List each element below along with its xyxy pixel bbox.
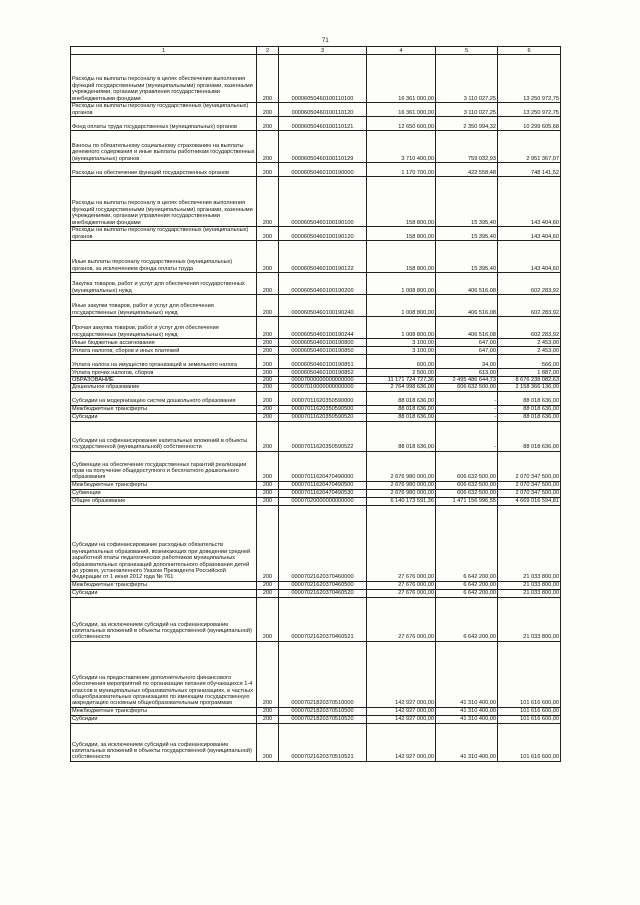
row-remaining-amount: 101 616 600,00 <box>498 715 561 723</box>
row-approved-amount: 1 008 800,00 <box>367 317 436 339</box>
column-header: 5 <box>436 47 498 55</box>
row-approved-amount: 2 676 980 000,00 <box>367 481 436 489</box>
row-remaining-amount: 88 018 636,00 <box>498 391 561 405</box>
row-approved-amount: 3 100,00 <box>367 347 436 355</box>
row-approved-amount: 158 800,00 <box>367 227 436 241</box>
row-remaining-amount: 101 616 600,00 <box>498 707 561 715</box>
table-row <box>71 347 561 355</box>
row-approved-amount: 16 361 000,00 <box>367 103 436 117</box>
row-code: 200 <box>257 451 279 481</box>
row-code: 200 <box>257 481 279 489</box>
row-code: 200 <box>257 405 279 413</box>
row-name: Иные выплаты персоналу государственных (муниципальных) органов, за исключением фонда оплаты труда <box>71 241 257 273</box>
column-header-row <box>71 47 561 55</box>
row-kbk-code: 00007021620370460521 <box>279 597 367 641</box>
row-code: 200 <box>257 55 279 103</box>
row-kbk-code: 00007010000000000000 <box>279 384 367 391</box>
table-row <box>71 273 561 295</box>
row-kbk-code: 00007011620350590000 <box>279 391 367 405</box>
table-row <box>71 597 561 641</box>
row-remaining-amount: 21 033 800,00 <box>498 589 561 597</box>
row-executed-amount: - <box>436 405 498 413</box>
row-approved-amount: 27 676 000,00 <box>367 589 436 597</box>
row-approved-amount: 1 170 700,00 <box>367 163 436 177</box>
row-approved-amount: 88 018 636,00 <box>367 391 436 405</box>
row-name: Субсидии <box>71 413 257 421</box>
row-code: 200 <box>257 241 279 273</box>
row-name: Уплата прочих налогов, сборов <box>71 369 257 377</box>
row-kbk-code: 00006050460100190852 <box>279 369 367 377</box>
table-row <box>71 163 561 177</box>
table-row <box>71 451 561 481</box>
row-approved-amount: 3 100,00 <box>367 339 436 347</box>
row-name: Субсидии <box>71 589 257 597</box>
table-row <box>71 505 561 581</box>
table-row <box>71 581 561 589</box>
row-name: Иные бюджетные ассигнования <box>71 339 257 347</box>
row-approved-amount: 2 500,00 <box>367 369 436 377</box>
row-remaining-amount: 88 018 636,00 <box>498 405 561 413</box>
row-executed-amount: 6 642 200,00 <box>436 597 498 641</box>
row-code: 200 <box>257 421 279 451</box>
table-row <box>71 377 561 384</box>
row-remaining-amount: 10 299 605,68 <box>498 117 561 131</box>
row-name: Уплата налога на имущество организаций и земельного налога <box>71 355 257 369</box>
row-name: Межбюджетные трансферты <box>71 481 257 489</box>
row-kbk-code: 00007021620370460520 <box>279 589 367 597</box>
row-kbk-code: 00006050460100190120 <box>279 227 367 241</box>
row-kbk-code: 00006050460100190240 <box>279 295 367 317</box>
row-kbk-code: 00006050460100110120 <box>279 103 367 117</box>
row-approved-amount: 158 800,00 <box>367 241 436 273</box>
row-remaining-amount: 88 018 636,00 <box>498 421 561 451</box>
row-name: Субсидии, за исключением субсидий на софинансирование капитальных вложений в объекты государственной (муниципальной) собственности <box>71 723 257 761</box>
row-code: 200 <box>257 707 279 715</box>
row-approved-amount: 12 650 600,00 <box>367 117 436 131</box>
row-executed-amount: 2 495 486 644,73 <box>436 377 498 384</box>
row-name: ОБРАЗОВАНИЕ <box>71 377 257 384</box>
row-approved-amount: 1 008 800,00 <box>367 295 436 317</box>
row-remaining-amount: 2 070 347 500,00 <box>498 481 561 489</box>
row-approved-amount: 142 927 000,00 <box>367 723 436 761</box>
row-name: Иные закупки товаров, работ и услуг для обеспечения государственных (муниципальных) нужд <box>71 295 257 317</box>
table-row <box>71 339 561 347</box>
row-name: Субсидии на софинансирование расходных обязательств муниципальных образований, возникающих при доведении средней заработной платы педагогических работников муниципальных образовательных организаций дополнительного образования детей до уровня, установленного Указом Президента Российской Федерации от 1 июня 2012 года № 761 <box>71 505 257 581</box>
row-name: Фонд оплаты труда государственных (муниципальных) органов <box>71 117 257 131</box>
row-approved-amount: 11 171 724 727,36 <box>367 377 436 384</box>
row-executed-amount: 3 110 027,25 <box>436 103 498 117</box>
row-executed-amount: 6 642 200,00 <box>436 581 498 589</box>
row-remaining-amount: 2 070 347 500,00 <box>498 489 561 497</box>
row-code: 200 <box>257 505 279 581</box>
row-name: Дошкольное образование <box>71 384 257 391</box>
row-kbk-code: 00007021820370510000 <box>279 641 367 707</box>
row-code: 200 <box>257 177 279 227</box>
row-code: 200 <box>257 339 279 347</box>
row-executed-amount: 3 110 027,25 <box>436 55 498 103</box>
row-name: Субсидии на модернизацию систем дошкольного образования <box>71 391 257 405</box>
row-code: 200 <box>257 715 279 723</box>
row-kbk-code: 00007011620470490530 <box>279 489 367 497</box>
row-remaining-amount: 143 404,60 <box>498 227 561 241</box>
row-kbk-code: 00007021620370510521 <box>279 723 367 761</box>
column-header: 3 <box>279 47 367 55</box>
row-executed-amount: 41 310 400,00 <box>436 715 498 723</box>
row-name: Субсидии, за исключением субсидий на софинансирование капитальных вложений в объекты государственной (муниципальной) собственности <box>71 597 257 641</box>
row-kbk-code: 00006050460100190122 <box>279 241 367 273</box>
row-executed-amount: - <box>436 421 498 451</box>
table-row <box>71 117 561 131</box>
row-code: 200 <box>257 317 279 339</box>
row-code: 200 <box>257 295 279 317</box>
row-executed-amount: 422 558,48 <box>436 163 498 177</box>
row-code: 200 <box>257 117 279 131</box>
row-kbk-code: 00006050460100190851 <box>279 355 367 369</box>
table-row <box>71 103 561 117</box>
table-row <box>71 707 561 715</box>
table-row <box>71 131 561 163</box>
row-approved-amount: 142 927 000,00 <box>367 715 436 723</box>
row-approved-amount: 1 008 800,00 <box>367 273 436 295</box>
table-row <box>71 295 561 317</box>
row-kbk-code: 00007021820370510500 <box>279 707 367 715</box>
row-approved-amount: 27 676 000,00 <box>367 505 436 581</box>
row-executed-amount: 1 471 156 996,55 <box>436 497 498 505</box>
row-code: 200 <box>257 497 279 505</box>
row-kbk-code: 00007011620470490000 <box>279 451 367 481</box>
row-approved-amount: 2 764 998 636,00 <box>367 384 436 391</box>
row-approved-amount: 142 927 000,00 <box>367 641 436 707</box>
table-row <box>71 369 561 377</box>
row-approved-amount: 2 676 980 000,00 <box>367 451 436 481</box>
table-row <box>71 413 561 421</box>
row-executed-amount: 15 395,40 <box>436 227 498 241</box>
row-remaining-amount: 602 283,92 <box>498 273 561 295</box>
row-executed-amount: 34,00 <box>436 355 498 369</box>
row-executed-amount: 6 642 200,00 <box>436 589 498 597</box>
row-kbk-code: 00006050460100190850 <box>279 347 367 355</box>
row-kbk-code: 00007020000000000000 <box>279 497 367 505</box>
row-code: 200 <box>257 377 279 384</box>
table-row <box>71 723 561 761</box>
row-kbk-code: 00006050460100110129 <box>279 131 367 163</box>
row-executed-amount: 15 395,40 <box>436 241 498 273</box>
row-code: 200 <box>257 384 279 391</box>
row-name: Прочая закупка товаров, работ и услуг для обеспечения государственных (муниципальных) нужд <box>71 317 257 339</box>
row-approved-amount: 2 676 980 000,00 <box>367 489 436 497</box>
row-name: Межбюджетные трансферты <box>71 707 257 715</box>
page-number: 71 <box>322 38 329 44</box>
row-name: Расходы на выплаты персоналу государственных (муниципальных) органов <box>71 227 257 241</box>
row-remaining-amount: 143 404,60 <box>498 241 561 273</box>
row-remaining-amount: 21 033 800,00 <box>498 597 561 641</box>
row-code: 200 <box>257 597 279 641</box>
row-remaining-amount: 1 887,00 <box>498 369 561 377</box>
row-remaining-amount: 13 250 972,75 <box>498 55 561 103</box>
row-code: 200 <box>257 103 279 117</box>
row-approved-amount: 27 676 000,00 <box>367 597 436 641</box>
row-remaining-amount: 2 951 367,07 <box>498 131 561 163</box>
row-kbk-code: 00007011620350590522 <box>279 421 367 451</box>
table-row <box>71 481 561 489</box>
row-approved-amount: 3 710 400,00 <box>367 131 436 163</box>
row-kbk-code: 00007011620470490500 <box>279 481 367 489</box>
row-code: 200 <box>257 369 279 377</box>
row-name: Расходы на выплаты персоналу государственных (муниципальных) органов <box>71 103 257 117</box>
table-row <box>71 355 561 369</box>
row-remaining-amount: 602 283,92 <box>498 317 561 339</box>
row-executed-amount: 606 632 500,00 <box>436 481 498 489</box>
row-kbk-code: 00006050460100110121 <box>279 117 367 131</box>
column-header: 2 <box>257 47 279 55</box>
column-header: 1 <box>71 47 257 55</box>
row-remaining-amount: 566,00 <box>498 355 561 369</box>
row-approved-amount: 27 676 000,00 <box>367 581 436 589</box>
row-executed-amount: 406 516,08 <box>436 273 498 295</box>
row-remaining-amount: 13 250 972,75 <box>498 103 561 117</box>
row-remaining-amount: 2 158 366 136,00 <box>498 384 561 391</box>
row-kbk-code: 00006050460100110100 <box>279 55 367 103</box>
row-code: 200 <box>257 273 279 295</box>
table-row <box>71 641 561 707</box>
row-remaining-amount: 4 669 016 594,81 <box>498 497 561 505</box>
row-name: Субвенции на обеспечение государственных гарантий реализации прав на получение общедоступного и бесплатного дошкольного образования <box>71 451 257 481</box>
row-name: Закупка товаров, работ и услуг для обеспечения государственных (муниципальных) нужд <box>71 273 257 295</box>
row-executed-amount: 41 310 400,00 <box>436 641 498 707</box>
table-row <box>71 589 561 597</box>
row-name: Взносы по обязательному социальному страхованию на выплаты денежного содержания и иные выплаты работникам государственных (муниципальных) органов <box>71 131 257 163</box>
row-code: 200 <box>257 723 279 761</box>
row-code: 200 <box>257 489 279 497</box>
row-name: Межбюджетные трансферты <box>71 581 257 589</box>
table-row <box>71 391 561 405</box>
table-row <box>71 405 561 413</box>
table-row <box>71 317 561 339</box>
row-code: 200 <box>257 131 279 163</box>
table-row <box>71 227 561 241</box>
column-header: 6 <box>498 47 561 55</box>
row-executed-amount: 613,00 <box>436 369 498 377</box>
row-approved-amount: 16 361 000,00 <box>367 55 436 103</box>
table-row <box>71 384 561 391</box>
budget-execution-table <box>70 46 561 762</box>
row-name: Общее образование <box>71 497 257 505</box>
row-executed-amount: 406 516,08 <box>436 295 498 317</box>
row-approved-amount: 88 018 636,00 <box>367 405 436 413</box>
row-approved-amount: 88 018 636,00 <box>367 413 436 421</box>
row-kbk-code: 00007011620350590500 <box>279 405 367 413</box>
row-executed-amount: 606 632 500,00 <box>436 451 498 481</box>
row-kbk-code: 00006050460100190800 <box>279 339 367 347</box>
row-executed-amount: 647,00 <box>436 339 498 347</box>
row-executed-amount: 647,00 <box>436 347 498 355</box>
row-approved-amount: 600,00 <box>367 355 436 369</box>
row-code: 200 <box>257 355 279 369</box>
row-executed-amount: 15 395,40 <box>436 177 498 227</box>
row-executed-amount: - <box>436 391 498 405</box>
table-row <box>71 489 561 497</box>
row-executed-amount: 41 310 400,00 <box>436 707 498 715</box>
row-name: Расходы на обеспечение функций государственных органов <box>71 163 257 177</box>
table-row <box>71 55 561 103</box>
row-remaining-amount: 2 453,00 <box>498 347 561 355</box>
row-executed-amount: 2 350 994,32 <box>436 117 498 131</box>
table-row <box>71 421 561 451</box>
row-executed-amount: 606 632 500,00 <box>436 489 498 497</box>
row-approved-amount: 142 927 000,00 <box>367 707 436 715</box>
row-executed-amount: - <box>436 413 498 421</box>
row-approved-amount: 6 140 173 591,36 <box>367 497 436 505</box>
row-kbk-code: 00006050460100190200 <box>279 273 367 295</box>
row-executed-amount: 406 516,08 <box>436 317 498 339</box>
row-name: Расходы на выплаты персоналу в целях обеспечения выполнения функций государственными (муниципальными) органами, казенными учреждениями, органами управления государственными внебюджетными фондами <box>71 177 257 227</box>
row-remaining-amount: 2 070 347 500,00 <box>498 451 561 481</box>
row-name: Субсидии на софинансирование капитальных вложений в объекты государственной (муниципальной) собственности <box>71 421 257 451</box>
row-remaining-amount: 2 453,00 <box>498 339 561 347</box>
row-remaining-amount: 748 141,52 <box>498 163 561 177</box>
row-name: Субвенции <box>71 489 257 497</box>
row-executed-amount: 759 032,93 <box>436 131 498 163</box>
table-row <box>71 241 561 273</box>
row-executed-amount: 6 642 200,00 <box>436 505 498 581</box>
row-kbk-code: 00006050460100190244 <box>279 317 367 339</box>
row-remaining-amount: 8 676 238 082,63 <box>498 377 561 384</box>
row-kbk-code: 00007011620350590520 <box>279 413 367 421</box>
row-kbk-code: 00006050460100190000 <box>279 163 367 177</box>
row-code: 200 <box>257 413 279 421</box>
row-remaining-amount: 101 616 600,00 <box>498 723 561 761</box>
table-row <box>71 177 561 227</box>
row-kbk-code: 00007021620370460000 <box>279 505 367 581</box>
row-remaining-amount: 101 616 600,00 <box>498 641 561 707</box>
row-executed-amount: 606 632 500,00 <box>436 384 498 391</box>
row-name: Субсидии на предоставление дополнительного финансового обеспечения мероприятий по организации питания обучающихся 1-4 классов в муниципальных образовательных организациях, в частных общеобразовательных организациях по имеющим государственную аккредитацию основным общеобразовательным программам <box>71 641 257 707</box>
row-remaining-amount: 602 283,92 <box>498 295 561 317</box>
row-kbk-code: 00006050460100190100 <box>279 177 367 227</box>
row-name: Расходы на выплаты персоналу в целях обеспечения выполнения функций государственными (муниципальными) органами, казенными учреждениями, органами управления государственными внебюджетными фондами <box>71 55 257 103</box>
row-remaining-amount: 143 404,60 <box>498 177 561 227</box>
row-code: 200 <box>257 227 279 241</box>
row-name: Субсидии <box>71 715 257 723</box>
row-remaining-amount: 21 033 800,00 <box>498 505 561 581</box>
row-code: 200 <box>257 589 279 597</box>
table-row <box>71 715 561 723</box>
row-code: 200 <box>257 163 279 177</box>
row-executed-amount: 41 310 400,00 <box>436 723 498 761</box>
row-code: 200 <box>257 347 279 355</box>
row-code: 200 <box>257 581 279 589</box>
column-header: 4 <box>367 47 436 55</box>
row-kbk-code: 00007000000000000000 <box>279 377 367 384</box>
row-approved-amount: 158 800,00 <box>367 177 436 227</box>
row-name: Уплата налогов, сборов и иных платежей <box>71 347 257 355</box>
table-row <box>71 497 561 505</box>
row-remaining-amount: 21 033 800,00 <box>498 581 561 589</box>
row-kbk-code: 00007021620370460500 <box>279 581 367 589</box>
row-kbk-code: 00007021820370510520 <box>279 715 367 723</box>
row-name: Межбюджетные трансферты <box>71 405 257 413</box>
row-remaining-amount: 88 018 636,00 <box>498 413 561 421</box>
row-approved-amount: 88 018 636,00 <box>367 421 436 451</box>
row-code: 200 <box>257 391 279 405</box>
row-code: 200 <box>257 641 279 707</box>
